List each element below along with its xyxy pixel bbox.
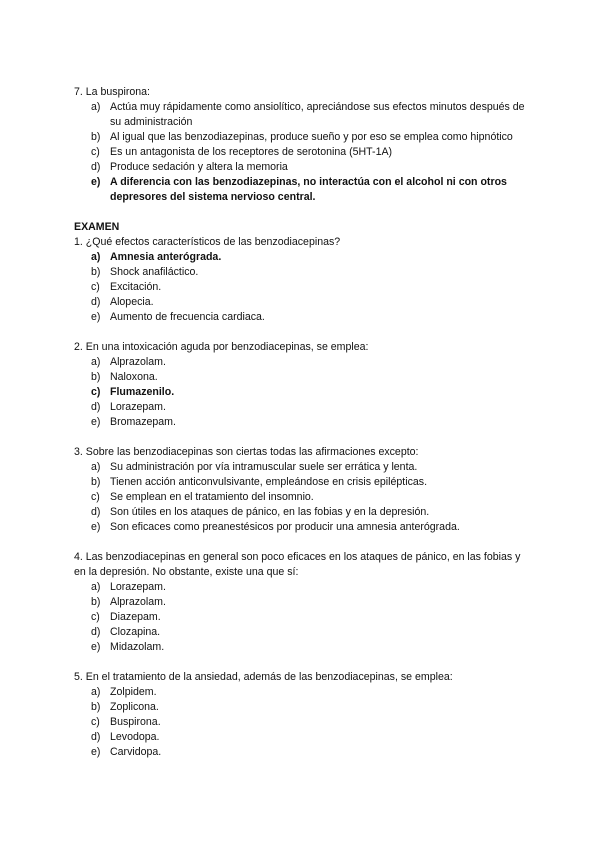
option-4d (74, 625, 534, 640)
option-text: Shock anafiláctico. (110, 266, 199, 278)
option-5a (74, 685, 534, 700)
question-5-options (74, 685, 534, 760)
option-letter: c) (91, 281, 100, 293)
option-5b (74, 700, 534, 715)
option-text: Carvidopa. (110, 746, 162, 758)
option-7c (74, 145, 534, 160)
option-1b (74, 265, 534, 280)
option-letter: d) (91, 506, 101, 518)
option-letter: e) (91, 176, 101, 188)
question-7-options (74, 100, 534, 205)
option-letter: c) (91, 611, 100, 623)
option-letter: a) (91, 356, 101, 368)
option-3c (74, 490, 534, 505)
option-letter: a) (91, 101, 101, 113)
option-text: Bromazepam. (110, 416, 176, 428)
option-letter: b) (91, 476, 101, 488)
question-2-text: 2. En una intoxicación aguda por benzodiacepinas, se emplea: (74, 341, 369, 353)
option-2c-correct (74, 385, 534, 400)
question-7 (74, 85, 534, 205)
option-text: Amnesia anterógrada. (110, 251, 222, 263)
option-text: Naloxona. (110, 371, 158, 383)
question-1-options (74, 250, 534, 325)
question-4-text: 4. Las benzodiacepinas en general son poco eficaces en los ataques de pánico, en las fobias y en la depresión. No obstante, existe una que sí: (74, 551, 521, 578)
question-4-options (74, 580, 534, 655)
option-text: Midazolam. (110, 641, 165, 653)
option-letter: b) (91, 371, 101, 383)
option-2a (74, 355, 534, 370)
option-letter: d) (91, 626, 101, 638)
question-1-text: 1. ¿Qué efectos característicos de las benzodiacepinas? (74, 236, 341, 248)
option-text: Se emplean en el tratamiento del insomnio. (110, 491, 314, 503)
option-letter: c) (91, 386, 101, 398)
option-letter: c) (91, 146, 100, 158)
option-7d (74, 160, 534, 175)
option-text: Produce sedación y altera la memoria (110, 161, 288, 173)
question-5 (74, 670, 534, 760)
option-letter: c) (91, 716, 100, 728)
option-letter: b) (91, 596, 101, 608)
option-1d (74, 295, 534, 310)
document-body (74, 85, 534, 760)
option-text: Lorazepam. (110, 581, 166, 593)
option-text: Zoplicona. (110, 701, 159, 713)
option-1c (74, 280, 534, 295)
option-letter: a) (91, 251, 101, 263)
option-3e (74, 520, 534, 535)
option-text: Aumento de frecuencia cardiaca. (110, 311, 265, 323)
option-4e (74, 640, 534, 655)
option-4c (74, 610, 534, 625)
option-letter: d) (91, 296, 101, 308)
option-text: Alopecia. (110, 296, 154, 308)
option-letter: e) (91, 521, 101, 533)
option-letter: d) (91, 401, 101, 413)
option-text: Lorazepam. (110, 401, 166, 413)
option-text: Al igual que las benzodiazepinas, produce sueño y por eso se emplea como hipnótico (110, 131, 513, 143)
option-text: Son eficaces como preanestésicos por producir una amnesia anterógrada. (110, 521, 460, 533)
option-letter: d) (91, 731, 101, 743)
option-text: Alprazolam. (110, 596, 166, 608)
option-letter: a) (91, 686, 101, 698)
option-letter: a) (91, 461, 101, 473)
question-4 (74, 550, 534, 655)
option-text: Flumazenilo. (110, 386, 175, 398)
option-letter: e) (91, 746, 101, 758)
option-text: Zolpidem. (110, 686, 157, 698)
option-letter: b) (91, 701, 101, 713)
question-5-text: 5. En el tratamiento de la ansiedad, además de las benzodiacepinas, se emplea: (74, 671, 453, 683)
option-letter: b) (91, 131, 101, 143)
option-text: A diferencia con las benzodiazepinas, no interactúa con el alcohol ni con otros depresores del sistema nervioso central. (110, 176, 507, 203)
option-letter: e) (91, 416, 101, 428)
option-letter: e) (91, 641, 101, 653)
option-7a (74, 100, 534, 130)
option-text: Son útiles en los ataques de pánico, en las fobias y en la depresión. (110, 506, 430, 518)
option-letter: b) (91, 266, 101, 278)
option-3d (74, 505, 534, 520)
option-5c (74, 715, 534, 730)
question-3-options (74, 460, 534, 535)
exam-heading: EXAMEN (74, 221, 120, 233)
question-2-options (74, 355, 534, 430)
option-2d (74, 400, 534, 415)
option-text: Su administración por vía intramuscular suele ser errática y lenta. (110, 461, 418, 473)
option-1e (74, 310, 534, 325)
option-text: Tienen acción anticonvulsivante, empleándose en crisis epilépticas. (110, 476, 428, 488)
option-3a (74, 460, 534, 475)
option-text: Levodopa. (110, 731, 160, 743)
option-letter: a) (91, 581, 101, 593)
question-3 (74, 445, 534, 535)
option-1a-correct (74, 250, 534, 265)
question-2 (74, 340, 534, 430)
option-4b (74, 595, 534, 610)
option-text: Alprazolam. (110, 356, 166, 368)
option-letter: c) (91, 491, 100, 503)
question-3-text: 3. Sobre las benzodiacepinas son ciertas todas las afirmaciones excepto: (74, 446, 419, 458)
option-letter: e) (91, 311, 101, 323)
option-text: Diazepam. (110, 611, 161, 623)
question-7-text: 7. La buspirona: (74, 86, 150, 98)
option-letter: d) (91, 161, 101, 173)
option-text: Excitación. (110, 281, 162, 293)
option-3b (74, 475, 534, 490)
option-text: Actúa muy rápidamente como ansiolítico, apreciándose sus efectos minutos después de su administración (110, 101, 525, 128)
option-5d (74, 730, 534, 745)
option-7e-correct (74, 175, 534, 205)
question-1 (74, 235, 534, 325)
option-text: Buspirona. (110, 716, 161, 728)
option-7b (74, 130, 534, 145)
option-text: Clozapina. (110, 626, 161, 638)
option-2e (74, 415, 534, 430)
option-2b (74, 370, 534, 385)
option-4a (74, 580, 534, 595)
option-text: Es un antagonista de los receptores de serotonina (5HT-1A) (110, 146, 393, 158)
option-5e (74, 745, 534, 760)
